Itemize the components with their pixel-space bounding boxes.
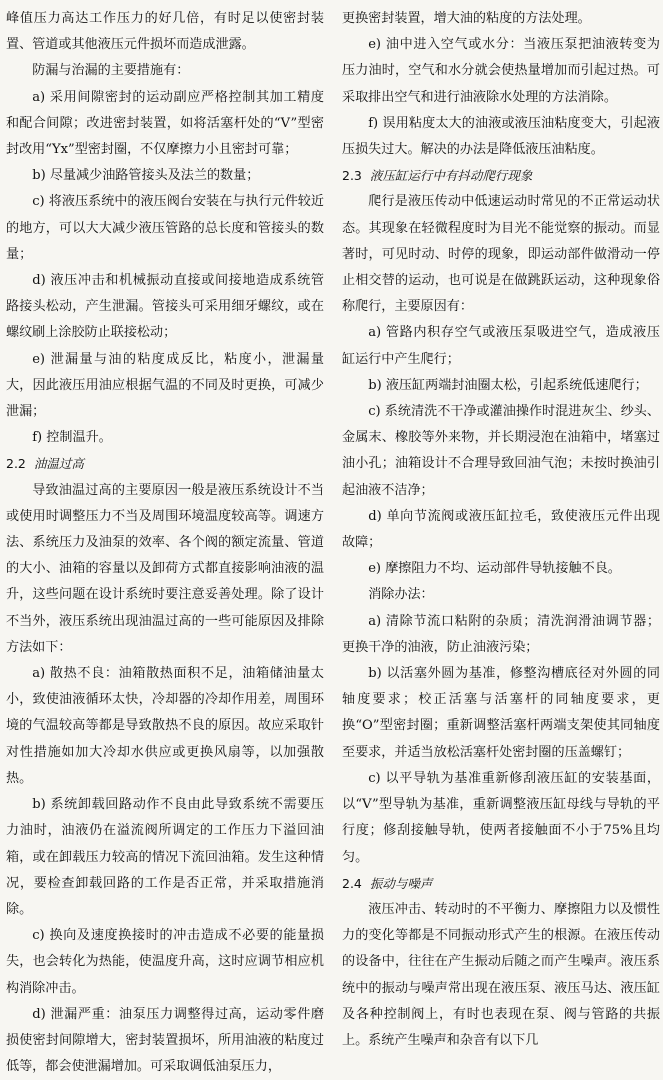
list-item: a) 散热不良：油箱散热面积不足，油箱储油量太小，致使油液循环太快，冷却器的冷却作用差，周围环境的气温较高等都是导致散热不良的原因。故应采取针对性措施如加大冷却水供应或更换风扇等，以加强散热。 bbox=[6, 666, 324, 786]
paragraph: 导致油温过高的主要原因一般是液压系统设计不当或使用时调整压力不当及周围环境温度较高等。调速方法、系统压力及油泵的效率、各个阀的额定流量、管道的大小、油箱的容量以及卸荷方式都直接影响油液的温升，这些问题在设计系统时要注意妥善处理。除了设计不当外，液压系统出现油温过高的一些可能原因及排除方法如下： bbox=[6, 482, 324, 655]
list-item: b) 液压缸两端封油圈太松，引起系统低速爬行； bbox=[368, 377, 648, 393]
section-number: 2.3 bbox=[342, 168, 362, 184]
right-column bbox=[342, 6, 660, 1054]
list-item: d) 单向节流阀或液压缸拉毛，致使液压元件出现故障； bbox=[342, 508, 660, 551]
list-item: a) 采用间隙密封的运动副应严格控制其加工精度和配合间隙；改进密封装置，如将活塞杆处的“V”型密封改用“Yx”型密封圈，不仅摩擦力小且密封可靠； bbox=[6, 89, 324, 158]
list-item: b) 系统卸载回路动作不良由此导致系统不需要压力油时，油液仍在溢流阀所调定的工作压力下溢回油箱，或在卸载压力较高的情况下流回油箱。发生这种情况，要检查卸载回路的工作是否正常，并采取措施消除。 bbox=[6, 797, 324, 917]
left-column bbox=[6, 6, 324, 1080]
list-item: e) 泄漏量与油的粘度成反比，粘度小，泄漏量大，因此液压用油应根据气温的不同及时更换，可减少泄漏； bbox=[6, 351, 324, 420]
paragraph: 更换密封装置，增大油的粘度的方法处理。 bbox=[342, 11, 591, 26]
section-number: 2.4 bbox=[342, 875, 362, 891]
paragraph: 消除办法： bbox=[368, 587, 434, 603]
list-item: e) 油中进入空气或水分：当液压泵把油液转变为压力油时，空气和水分就会使热量增加而引起过热。可采取排出空气和进行油液除水处理的方法消除。 bbox=[342, 37, 660, 105]
section-heading-2-4 bbox=[342, 871, 660, 897]
section-heading-2-3 bbox=[342, 163, 660, 189]
list-item: c) 将液压系统中的液压阀台安装在与执行元件较近的地方，可以大大减少液压管路的总长度和管接头的数量； bbox=[6, 194, 324, 262]
section-title: 液压缸运行中有抖动爬行现象 bbox=[369, 168, 533, 184]
list-item: b) 尽量减少油路管接头及法兰的数量； bbox=[32, 168, 260, 184]
list-item: d) 泄漏严重：油泵压力调整得过高，运动零件磨损使密封间隙增大，密封装置损坏，所用油液的粘度过低等，都会使泄漏增加。可采取调低油泵压力， bbox=[6, 1006, 324, 1075]
list-item: b) 以活塞外圆为基准，修整沟槽底径对外圆的同轴度要求；校正活塞与活塞杆的同轴度要求，更换“O”型密封圈；重新调整活塞杆两端支架使其同轴度至要求，并适当放松活塞杆处密封圈的压盖螺钉； bbox=[342, 666, 660, 760]
list-item: c) 系统清洗不干净或灌油操作时混进灰尘、纱头、金属末、橡胶等外来物，并长期浸泡在油箱中，堵塞过油小孔；油箱设计不合理导致回油气泡；未按时换油引起油液不洁净； bbox=[342, 404, 660, 498]
list-item: f) 控制温升。 bbox=[32, 430, 112, 446]
list-item: c) 换向及速度换接时的冲击造成不必要的能量损失，也会转化为热能，使温度升高，这时应调节相应机构消除冲击。 bbox=[6, 928, 324, 996]
list-item: c) 以平导轨为基准重新修刮液压缸的安装基面，以“V”型导轨为基准，重新调整液压缸母线与导轨的平行度；修刮接触导轨，使两者接触面不小于75%且均匀。 bbox=[342, 770, 660, 865]
list-item: a) 管路内积存空气或液压泵吸进空气，造成液压缸运行中产生爬行； bbox=[342, 325, 660, 367]
list-item: a) 清除节流口粘附的杂质；清洗润滑油调节器；更换干净的油液，防止油液污染； bbox=[342, 613, 660, 655]
paragraph: 爬行是液压传动中低速运动时常见的不正常运动状态。其现象在轻微程度时为目光不能觉察的振动。而显著时，可见时动、时停的现象，即运动部件做滑动一停止相交替的运动，也可说是在做跳跃运动，这种现象俗称爬行，主要原因有： bbox=[342, 194, 660, 315]
paragraph: 防漏与治漏的主要措施有： bbox=[32, 63, 190, 79]
list-item: e) 摩擦阻力不均、运动部件导轨接触不良。 bbox=[368, 561, 621, 577]
section-title: 振动与噪声 bbox=[369, 875, 433, 891]
section-heading-2-2 bbox=[6, 451, 324, 477]
section-title: 油温过高 bbox=[33, 456, 84, 472]
list-item: f) 误用粘度太大的油液或液压油粘度变大，引起液压损失过大。解决的办法是降低液压油粘度。 bbox=[342, 115, 660, 158]
paragraph: 液压冲击、转动时的不平衡力、摩擦阻力以及惯性力的变化等都是不同振动形式产生的根源。在液压传动的设备中，往往在产生振动后随之而产生噪声。液压系统中的振动与噪声常出现在液压泵、液压马达、液压缸及各种控制阀上，有时也表现在泵、阀与管路的共振上。系统产生噪声和杂音有以下几 bbox=[342, 901, 660, 1048]
list-item: d) 液压冲击和机械振动直接或间接地造成系统管路接头松动，产生泄漏。管接头可采用细牙螺纹，或在螺纹刷上涂胶防止联接松动； bbox=[6, 273, 324, 341]
section-number: 2.2 bbox=[6, 456, 26, 472]
paragraph: 峰值压力高达工作压力的好几倍，有时足以使密封装置、管道或其他液压元件损坏而造成泄露。 bbox=[6, 11, 324, 53]
